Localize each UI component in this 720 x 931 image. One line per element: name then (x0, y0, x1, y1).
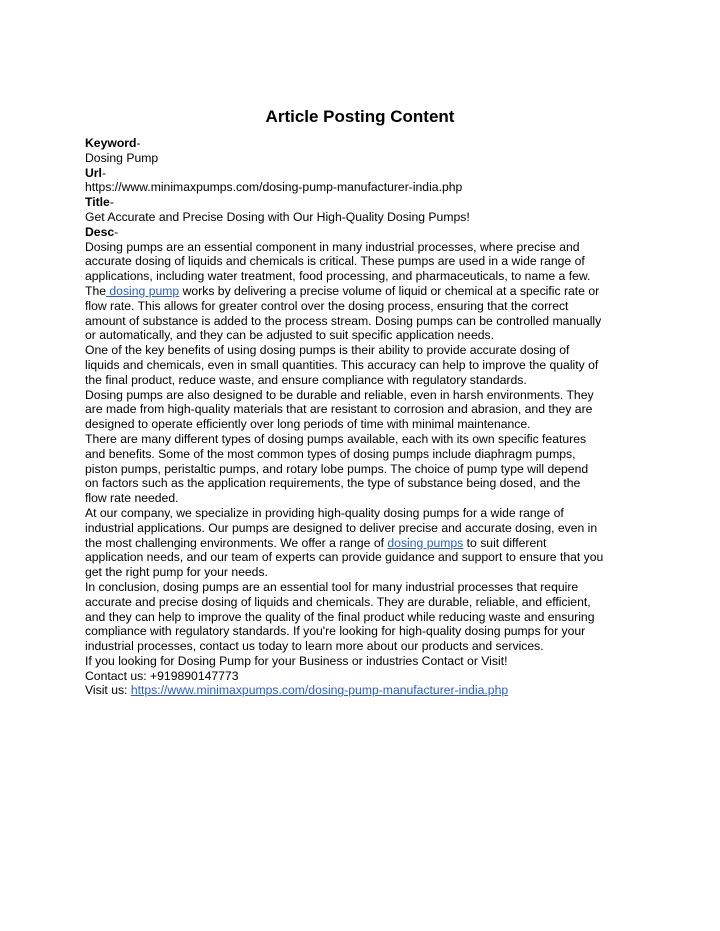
body-line: industrial processes, contact us today to learn more about our products and services. (85, 639, 544, 654)
body-line (85, 284, 645, 299)
body-line: If you looking for Dosing Pump for your Business or industries Contact or Visit! (85, 653, 508, 668)
body-line-text: to suit different (463, 535, 547, 550)
description-body (85, 240, 645, 699)
body-line: application needs, and our team of experts can provide guidance and support to ensure that you (85, 550, 604, 565)
body-line: Contact us: +919890147773 (85, 668, 239, 683)
url-value: https://www.minimaxpumps.com/dosing-pump-manufacturer-india.php (85, 180, 463, 195)
body-line: the final product, reduce waste, and ensure compliance with regulatory standards. (85, 372, 527, 387)
body-line: There are many different types of dosing pumps available, each with its own specific features (85, 431, 587, 446)
body-line-text: Visit us: (85, 683, 131, 698)
body-line: Dosing pumps are an essential component in many industrial processes, where precise and (85, 239, 580, 254)
title-label-line (85, 195, 645, 210)
keyword-label: Keyword (85, 136, 137, 150)
body-line: liquids and chemicals, even in small quantities. This accuracy can help to improve the quality of (85, 357, 599, 372)
body-line: and they can help to improve the quality of the final product while reducing waste and ensuring (85, 609, 595, 624)
body-line: flow rate needed. (85, 491, 179, 506)
body-line: One of the key benefits of using dosing pumps is their ability to provide accurate dosing of (85, 343, 570, 358)
body-line (85, 683, 645, 698)
body-line: industrial applications. Our pumps are designed to deliver precise and accurate dosing, even in (85, 520, 598, 535)
body-line: and benefits. Some of the most common types of dosing pumps include diaphragm pumps, (85, 446, 576, 461)
keyword-value: Dosing Pump (85, 150, 159, 165)
desc-label-line (85, 225, 645, 240)
body-line: In conclusion, dosing pumps are an essential tool for many industrial processes that require (85, 579, 579, 594)
body-line: Dosing pumps are also designed to be durable and reliable, even in harsh environments. They (85, 387, 594, 402)
document-content (85, 136, 645, 698)
keyword-separator: - (136, 136, 141, 150)
body-line: flow rate. This allows for greater control over the dosing process, ensuring that the correct (85, 298, 569, 313)
title-separator: - (109, 195, 114, 210)
body-line-text: The (85, 283, 107, 298)
desc-label: Desc (85, 224, 115, 239)
body-line: compliance with regulatory standards. If you're looking for high-quality dosing pumps for your (85, 624, 586, 639)
body-line-text: the most challenging environments. We offer a range of (85, 535, 388, 550)
title-label: Title (85, 195, 110, 210)
body-line (85, 536, 645, 551)
body-line: piston pumps, peristaltic pumps, and rotary lobe pumps. The choice of pump type will depend (85, 461, 589, 476)
title-value: Get Accurate and Precise Dosing with Our High-Quality Dosing Pumps! (85, 209, 470, 224)
body-line: At our company, we specialize in providing high-quality dosing pumps for a wide range of (85, 505, 564, 520)
body-line: on factors such as the application requirements, the type of substance being dosed, and the (85, 476, 581, 491)
body-line: applications, including water treatment, food processing, and pharmaceuticals, to name a few. (85, 269, 591, 284)
page-title: Article Posting Content (265, 107, 455, 126)
inline-link[interactable]: https://www.minimaxpumps.com/dosing-pump-manufacturer-india.php (130, 683, 509, 698)
body-line-text: works by delivering a precise volume of liquid or chemical at a specific rate or (179, 283, 600, 298)
desc-separator: - (114, 224, 119, 239)
keyword-label-line (85, 136, 645, 151)
body-line: amount of substance is added to the process stream. Dosing pumps can be controlled manually (85, 313, 602, 328)
body-line: are made from high-quality materials that are resistant to corrosion and abrasion, and they are (85, 402, 593, 417)
inline-link[interactable]: dosing pumps (387, 535, 464, 550)
body-line: get the right pump for your needs. (85, 565, 268, 580)
body-line: accurate dosing of liquids and chemicals is critical. These pumps are used in a wide range of (85, 254, 585, 269)
body-line: accurate and precise dosing of liquids and chemicals. They are durable, reliable, and efficient, (85, 594, 591, 609)
url-label: Url (85, 165, 102, 180)
url-label-line (85, 166, 645, 181)
url-separator: - (101, 165, 106, 180)
inline-link[interactable]: dosing pump (106, 283, 180, 298)
body-line: designed to operate efficiently over long periods of time with minimal maintenance. (85, 417, 531, 432)
body-line: or automatically, and they can be adjusted to suit specific application needs. (85, 328, 494, 343)
